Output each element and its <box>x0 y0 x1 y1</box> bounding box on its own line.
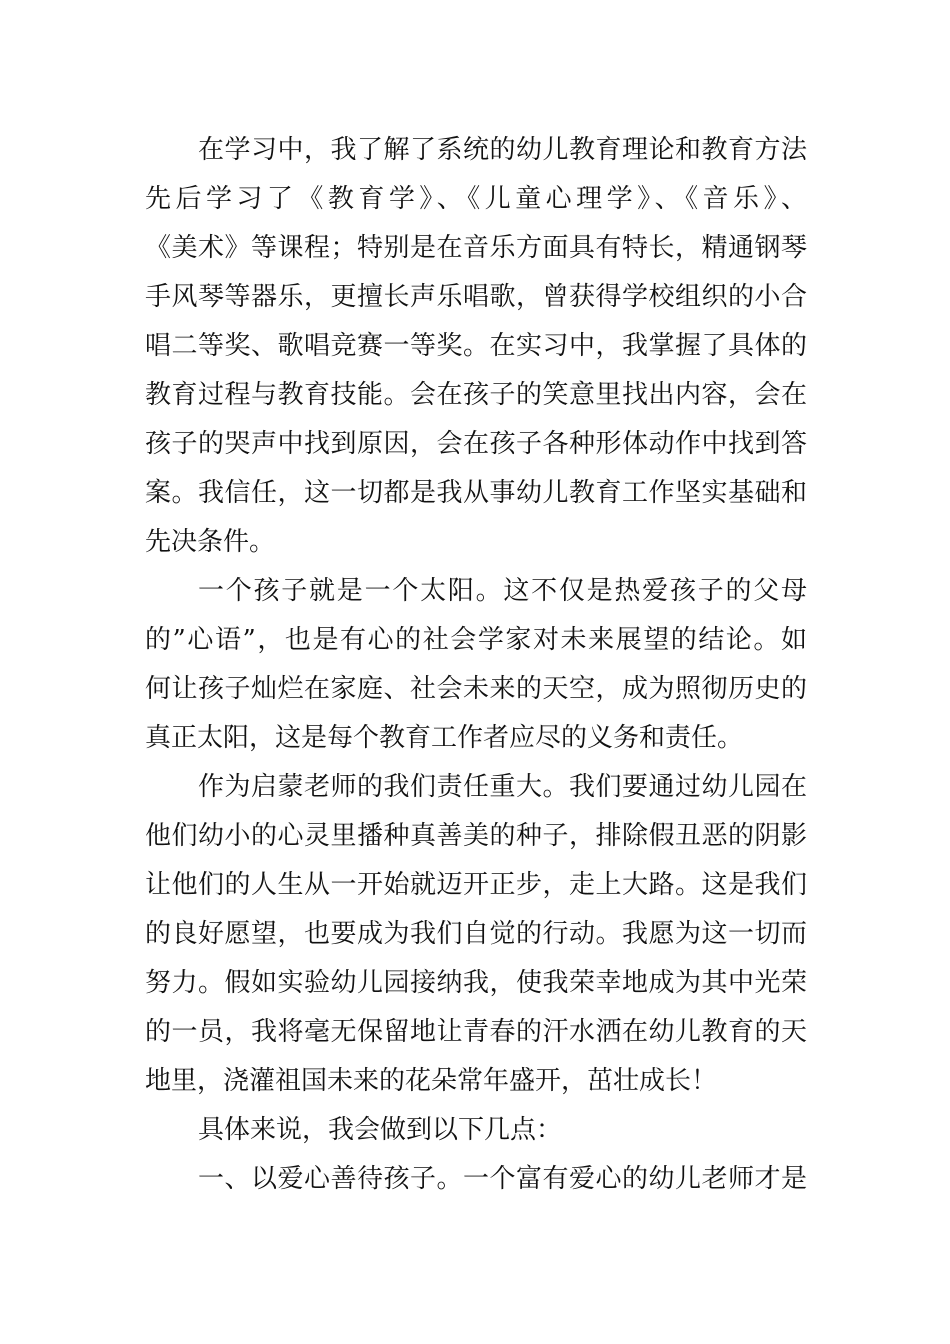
document-body <box>145 126 807 1204</box>
text-line: 唱二等奖、歌唱竞赛一等奖。在实习中，我掌握了具体的 <box>145 331 807 361</box>
text-line: 教育过程与教育技能。会在孩子的笑意里找出内容，会在 <box>145 380 807 410</box>
text-line: 的”心语”，也是有心的社会学家对未来展望的结论。如 <box>145 625 807 655</box>
text-line: 在学习中，我了解了系统的幼儿教育理论和教育方法 <box>198 135 807 165</box>
paragraph-points-intro <box>145 1106 807 1155</box>
text-line: 他们幼小的心灵里播种真善美的种子，排除假丑恶的阴影 <box>145 821 807 851</box>
text-line: 的一员，我将毫无保留地让青春的汗水洒在幼儿教育的天 <box>145 1017 807 1047</box>
text-line: 努力。假如实验幼儿园接纳我，使我荣幸地成为其中光荣 <box>145 968 807 998</box>
text-line: 手风琴等器乐，更擅长声乐唱歌，曾获得学校组织的小合 <box>145 282 807 312</box>
text-line: 一个孩子就是一个太阳。这不仅是热爱孩子的父母 <box>198 576 807 606</box>
text-line: 作为启蒙老师的我们责任重大。我们要通过幼儿园在 <box>198 772 807 802</box>
paragraph-study <box>145 126 807 567</box>
text-line: 真正太阳，这是每个教育工作者应尽的义务和责任。 <box>145 723 744 753</box>
paragraph-responsibility <box>145 763 807 1106</box>
text-line: 何让孩子灿烂在家庭、社会未来的天空，成为照彻历史的 <box>145 674 807 704</box>
paragraph-point-one <box>145 1155 807 1204</box>
text-line: 让他们的人生从一开始就迈开正步，走上大路。这是我们 <box>145 870 807 900</box>
text-line: 孩子的哭声中找到原因，会在孩子各种形体动作中找到答 <box>145 429 807 459</box>
text-line: 《美术》等课程；特别是在音乐方面具有特长，精通钢琴 <box>145 233 807 263</box>
text-line: 先后学习了《教育学》、《儿童心理学》、《音乐》、 <box>145 184 807 214</box>
text-line: 地里，浇灌祖国未来的花朵常年盛开，茁壮成长！ <box>145 1066 718 1096</box>
text-line: 的良好愿望，也要成为我们自觉的行动。我愿为这一切而 <box>145 919 807 949</box>
text-line: 具体来说，我会做到以下几点： <box>198 1115 563 1145</box>
paragraph-sun <box>145 567 807 763</box>
text-line: 案。我信任，这一切都是我从事幼儿教育工作坚实基础和 <box>145 478 807 508</box>
text-line: 一、以爱心善待孩子。一个富有爱心的幼儿老师才是 <box>198 1164 807 1194</box>
text-line: 先决条件。 <box>145 527 276 557</box>
